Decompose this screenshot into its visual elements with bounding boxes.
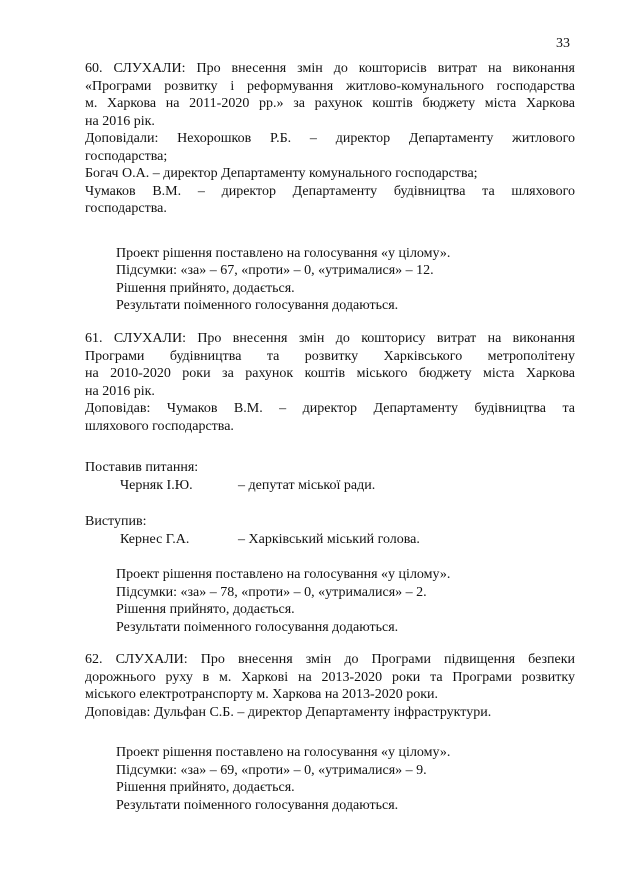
heard-line: міського електротранспорту м. Харкова на 2013-2020 роки.	[85, 687, 438, 702]
agenda-item-62	[85, 651, 575, 814]
vote-results-note: Результати поіменного голосування додаються.	[116, 298, 399, 313]
heard-line: дорожнього руху в м. Харкові на 2013-2020 роки та Програми розвитку	[85, 669, 575, 685]
agenda-item-61	[85, 330, 575, 636]
decision-status: Рішення прийнято, додається.	[116, 602, 295, 617]
speaker-line: Доповідали: Нехорошков Р.Б. – директор Департаменту житлового	[85, 131, 575, 146]
speaker-line: Богач О.А. – директор Департаменту комунального господарства;	[85, 166, 478, 181]
vote-tally: Підсумки: «за» – 67, «проти» – 0, «утрималися» – 12.	[116, 263, 434, 278]
heard-line: 62. СЛУХАЛИ: Про внесення змін до Програми підвищення безпеки	[85, 652, 575, 667]
speaker-line: господарства.	[85, 201, 167, 216]
vote-tally: Підсумки: «за» – 78, «проти» – 0, «утрималися» – 2.	[116, 584, 427, 600]
decision-status: Рішення прийнято, додається.	[116, 780, 295, 795]
speaker-line: Доповідав: Чумаков В.М. – директор Департаменту будівництва та	[85, 401, 575, 416]
speech-name: Кернес Г.А.	[120, 531, 190, 547]
speech-row	[85, 531, 575, 549]
heard-line: 60. СЛУХАЛИ: Про внесення змін до кошторисів витрат на виконання	[85, 61, 575, 76]
heard-line: на 2016 рік.	[85, 383, 155, 399]
agenda-item-60	[85, 60, 575, 315]
speaker-line: Доповідав: Дульфан С.Б. – директор Департаменту інфраструктури.	[85, 704, 492, 720]
heard-line: «Програми розвитку і реформування житлово-комунального господарства	[85, 78, 575, 94]
speech-label: Виступив:	[85, 514, 147, 529]
vote-line: Проект рішення поставлено на голосування «у цілому».	[116, 245, 451, 261]
heard-line: на 2016 рік.	[85, 113, 155, 129]
question-role: – депутат міської ради.	[238, 477, 376, 493]
heard-line: 61. СЛУХАЛИ: Про внесення змін до кошторису витрат на виконання	[85, 331, 575, 346]
vote-line: Проект рішення поставлено на голосування «у цілому».	[116, 567, 451, 582]
heard-line: на 2010-2020 роки за рахунок коштів міського бюджету міста Харкова	[85, 366, 575, 381]
vote-tally: Підсумки: «за» – 69, «проти» – 0, «утрималися» – 9.	[116, 762, 427, 778]
heard-line: Програми будівництва та розвитку Харківського метрополітену	[85, 348, 575, 364]
speaker-line: шляхового господарства.	[85, 418, 234, 434]
speaker-line: господарства;	[85, 148, 168, 164]
speaker-line: Чумаков В.М. – директор Департаменту будівництва та шляхового	[85, 183, 575, 199]
heard-line: м. Харкова на 2011-2020 рр.» за рахунок коштів бюджету міста Харкова	[85, 96, 575, 111]
vote-line: Проект рішення поставлено на голосування «у цілому».	[116, 745, 451, 760]
speech-role: – Харківський міський голова.	[238, 531, 420, 547]
decision-status: Рішення прийнято, додається.	[116, 280, 295, 296]
question-label: Поставив питання:	[85, 460, 199, 475]
question-row	[85, 477, 575, 495]
vote-results-note: Результати поіменного голосування додаються.	[116, 619, 399, 635]
vote-results-note: Результати поіменного голосування додаються.	[116, 797, 399, 813]
page-number: 33	[556, 36, 570, 51]
question-name: Черняк І.Ю.	[120, 477, 193, 493]
